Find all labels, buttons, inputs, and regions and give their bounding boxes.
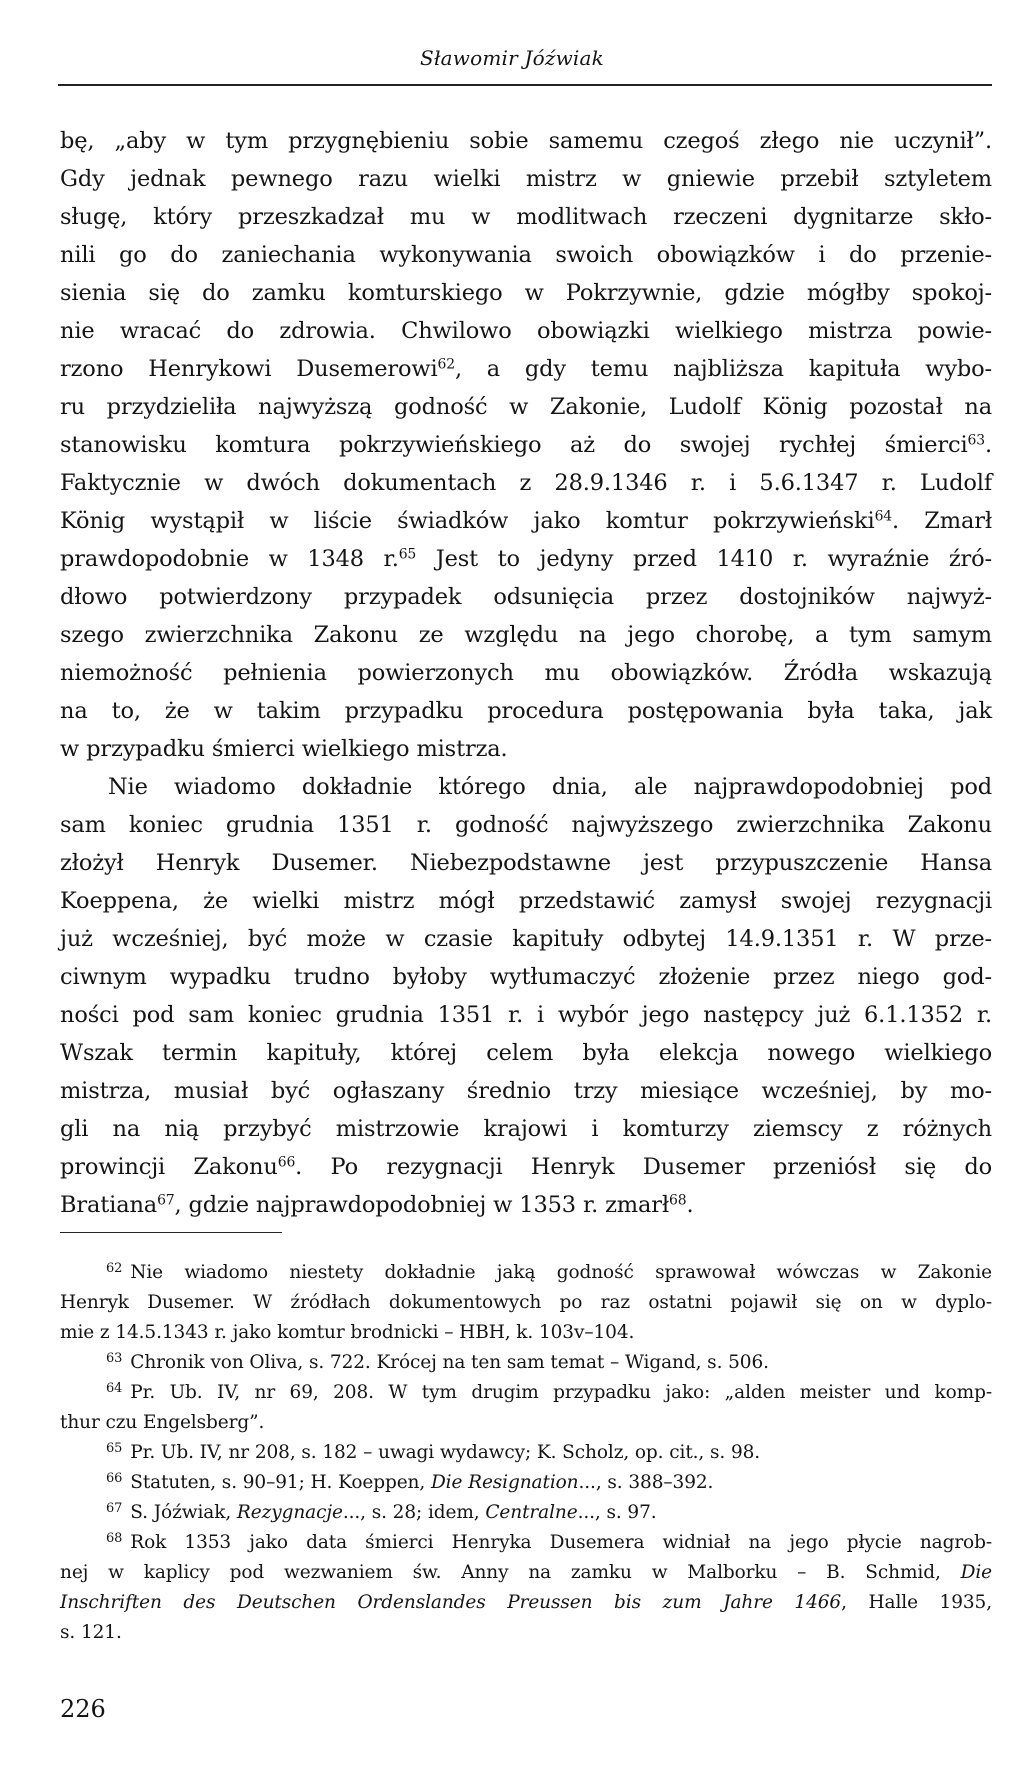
text-line: sienia się do zamku komturskiego w Pokrzywnie, gdzie mógłby spokoj- xyxy=(60,280,992,306)
footnote-ref[interactable]: 62 xyxy=(437,356,455,373)
footnote-separator xyxy=(60,1232,282,1233)
text-line: Nie wiadomo dokładnie którego dnia, ale najprawdopodobniej pod xyxy=(108,774,992,800)
footnote-ref[interactable]: 63 xyxy=(967,432,985,449)
footnote-ref[interactable]: 66 xyxy=(277,1154,296,1171)
footnote-line: $^{67}$ S. Jóźwiak, Rezygnacje..., s. 28; idem, Centralne..., s. 97. xyxy=(106,1501,657,1523)
footnote-line: $^{65}$ Pr. Ub. IV, nr 208, s. 182 – uwagi wydawcy; K. Scholz, op. cit., s. 98. xyxy=(106,1441,761,1463)
text-line: mistrza, musiał być ogłaszany średnio trzy miesiące wcześniej, by mo- xyxy=(60,1078,992,1104)
running-head: Sławomir Jóźwiak xyxy=(420,46,604,70)
text-line: dłowo potwierdzony przypadek odsunięcia przez dostojników najwyż- xyxy=(60,584,992,610)
text-line: w przypadku śmierci wielkiego mistrza. xyxy=(60,736,508,762)
text-line: Bratiana$^{67}$, gdzie najprawdopodobniej w 1353 r. zmarł$^{68}$. xyxy=(60,1192,694,1218)
text-line: König wystąpił w liście świadków jako komtur pokrzywieński$^{64}$. Zmarł xyxy=(60,508,992,534)
footnote-line: s. 121. xyxy=(60,1622,122,1643)
footnote-line: nej w kaplicy pod wezwaniem św. Anny na zamku w Malborku – B. Schmid, Die xyxy=(60,1562,992,1583)
footnote-ref[interactable]: 68 xyxy=(669,1192,687,1209)
footnote-line: mie z 14.5.1343 r. jako komtur brodnicki – HBH, k. 103v–104. xyxy=(60,1322,635,1343)
text-line: ciwnym wypadku trudno byłoby wytłumaczyć złożenie przez niego god- xyxy=(60,964,992,990)
footnote-line: $^{64}$ Pr. Ub. IV, nr 69, 208. W tym drugim przypadku jako: „alden meister und komp- xyxy=(106,1381,992,1403)
footnote-number: 67 xyxy=(106,1501,123,1517)
text-line: prowincji Zakonu$^{66}$. Po rezygnacji Henryk Dusemer przeniósł się do xyxy=(60,1154,992,1180)
text-line: sługę, który przeszkadzał mu w modlitwach rzeczeni dygnitarze skło- xyxy=(60,204,992,230)
footnote-line: Henryk Dusemer. W źródłach dokumentowych po raz ostatni pojawił się on w dyplo- xyxy=(60,1292,992,1313)
cited-title: Rezygnacje xyxy=(236,1502,343,1523)
footnote-line: $^{68}$ Rok 1353 jako data śmierci Henryka Dusemera widniał na jego płycie nagrob- xyxy=(106,1531,992,1553)
footnote-ref[interactable]: 65 xyxy=(398,546,417,563)
footnote-number: 64 xyxy=(106,1381,123,1397)
footnote-line: $^{63}$ Chronik von Oliva, s. 722. Krócej na ten sam temat – Wigand, s. 506. xyxy=(106,1351,769,1373)
text-line: nili go do zaniechania wykonywania swoich obowiązków i do przenie- xyxy=(60,242,992,268)
footnote-line: thur czu Engelsberg”. xyxy=(60,1412,265,1433)
footnote-ref[interactable]: 64 xyxy=(874,508,893,525)
footnote-number: 68 xyxy=(106,1531,123,1547)
text-line: bę, „aby w tym przygnębieniu sobie samemu czegoś złego nie uczynił”. xyxy=(60,128,992,154)
cited-title: Centralne xyxy=(485,1502,578,1523)
text-line: gli na nią przybyć mistrzowie krajowi i komturzy ziemscy z różnych xyxy=(60,1116,992,1142)
cited-title: Inschriften des Deutschen Ordenslandes Preussen bis zum Jahre 1466 xyxy=(60,1592,842,1613)
text-line: Gdy jednak pewnego razu wielki mistrz w gniewie przebił sztyletem xyxy=(60,166,992,192)
text-line: stanowisku komtura pokrzywieńskiego aż do swojej rychłej śmierci$^{63}$. xyxy=(60,432,992,458)
cited-title: Die xyxy=(960,1562,992,1583)
footnote-line: Inschriften des Deutschen Ordenslandes Preussen bis zum Jahre 1466, Halle 1935, xyxy=(60,1592,993,1613)
footnote-number: 65 xyxy=(106,1441,123,1457)
text-line: na to, że w takim przypadku procedura postępowania była taka, jak xyxy=(60,698,992,724)
cited-title: Die Resignation xyxy=(430,1472,579,1493)
text-line: prawdopodobnie w 1348 r.$^{65}$ Jest to jedyny przed 1410 r. wyraźnie źró- xyxy=(60,546,992,572)
text-line: rzono Henrykowi Dusemerowi$^{62}$, a gdy temu najbliższa kapituła wybo- xyxy=(60,356,992,382)
footnote-number: 63 xyxy=(106,1351,123,1367)
text-line: sam koniec grudnia 1351 r. godność najwyższego zwierzchnika Zakonu xyxy=(60,812,992,838)
text-line: już wcześniej, być może w czasie kapituły odbytej 14.9.1351 r. W prze- xyxy=(60,926,992,952)
header-rule xyxy=(58,84,992,86)
text-line: niemożność pełnienia powierzonych mu obowiązków. Źródła wskazują xyxy=(60,660,992,686)
text-line: Faktycznie w dwóch dokumentach z 28.9.1346 r. i 5.6.1347 r. Ludolf xyxy=(60,470,992,496)
text-line: szego zwierzchnika Zakonu ze względu na jego chorobę, a tym samym xyxy=(60,622,992,648)
footnote-number: 62 xyxy=(106,1261,123,1277)
text-line: Koeppena, że wielki mistrz mógł przedstawić zamysł swojej rezygnacji xyxy=(60,888,992,914)
text-line: złożył Henryk Dusemer. Niebezpodstawne jest przypuszczenie Hansa xyxy=(60,850,992,876)
page-number: 226 xyxy=(60,1695,106,1723)
text-line: ności pod sam koniec grudnia 1351 r. i wybór jego następcy już 6.1.1352 r. xyxy=(60,1002,992,1028)
text-line: Wszak termin kapituły, której celem była elekcja nowego wielkiego xyxy=(60,1040,992,1066)
text-line: nie wracać do zdrowia. Chwilowo obowiązki wielkiego mistrza powie- xyxy=(60,318,992,344)
main-text xyxy=(60,122,992,1224)
footnote-ref[interactable]: 67 xyxy=(157,1192,175,1209)
footnote-number: 66 xyxy=(106,1471,123,1487)
footnote-line: $^{62}$ Nie wiadomo niestety dokładnie jaką godność sprawował wówczas w Zakonie xyxy=(106,1261,992,1283)
text-line: ru przydzieliła najwyższą godność w Zakonie, Ludolf König pozostał na xyxy=(60,394,992,420)
footnote-line: $^{66}$ Statuten, s. 90–91; H. Koeppen, Die Resignation..., s. 388–392. xyxy=(106,1471,714,1493)
footnotes xyxy=(60,1258,992,1648)
